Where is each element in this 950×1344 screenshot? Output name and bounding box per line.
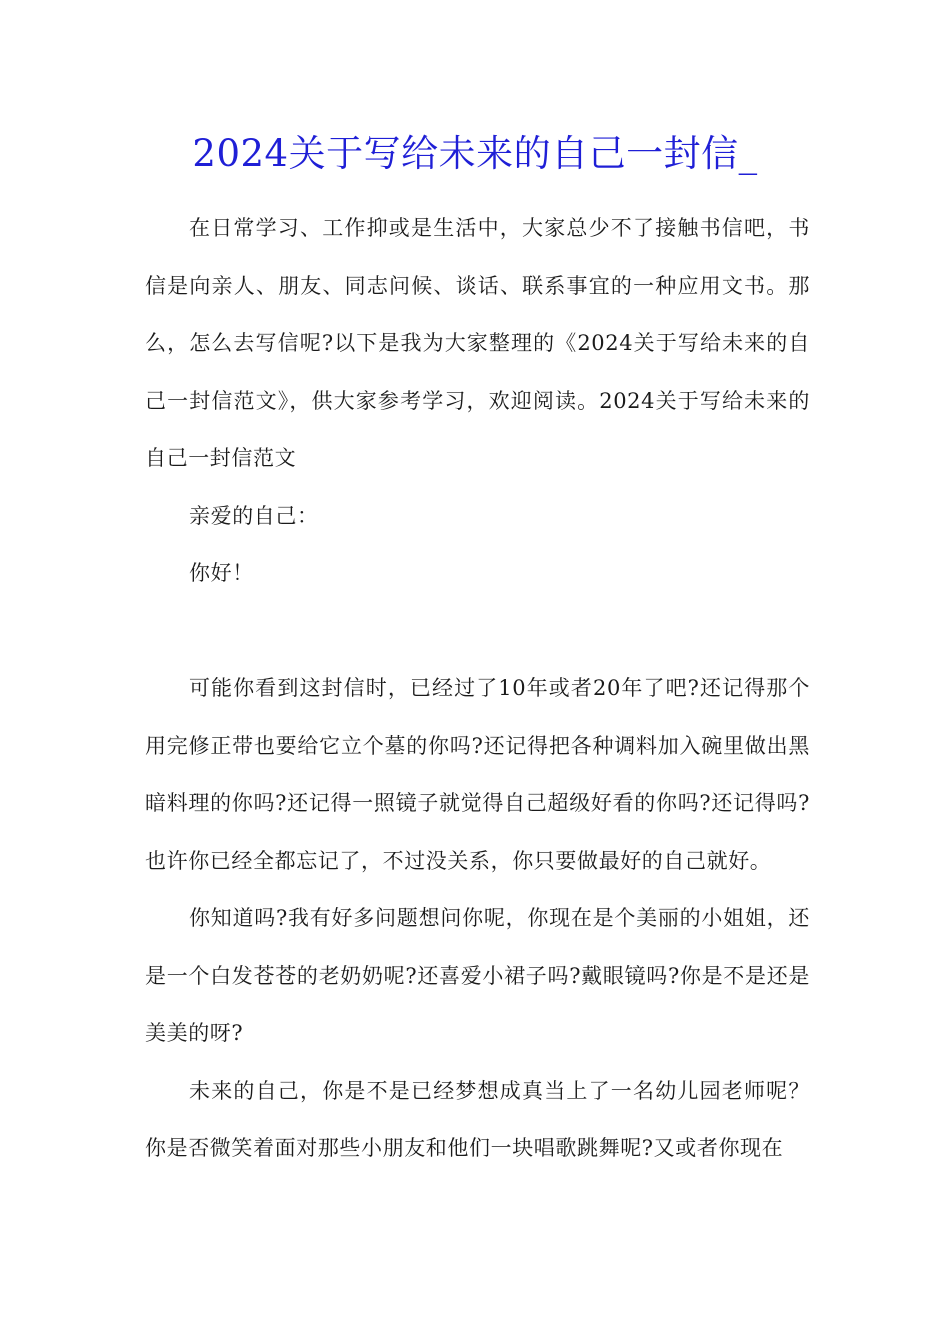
blank-line	[145, 603, 810, 661]
document-title: 2024关于写给未来的自己一封信_	[192, 132, 758, 175]
paragraph-intro: 在日常学习、工作抑或是生活中，大家总少不了接触书信吧，书信是向亲人、朋友、同志问候、谈话、联系事宜的一种应用文书。那么，怎么去写信呢?以下是我为大家整理的《2024关于写给未来的自己一封信范文》，供大家参考学习，欢迎阅读。2024关于写给未来的自己一封信范文	[145, 216, 810, 470]
paragraph-questions: 你知道吗?我有好多问题想问你呢，你现在是个美丽的小姐姐，还是一个白发苍苍的老奶奶呢?还喜爱小裙子吗?戴眼镜吗?你是不是还是美美的呀?	[145, 906, 810, 1045]
document-body	[145, 200, 810, 1178]
paragraph-dream: 未来的自己，你是不是已经梦想成真当上了一名幼儿园老师呢？你是否微笑着面对那些小朋友和他们一块唱歌跳舞呢?又或者你现在	[145, 1078, 810, 1160]
paragraph-memories: 可能你看到这封信时，已经过了10年或者20年了吧?还记得那个用完修正带也要给它立个墓的你吗?还记得把各种调料加入碗里做出黑暗料理的你吗?还记得一照镜子就觉得自己超级好看的你吗?还记得吗?也许你已经全都忘记了，不过没关系，你只要做最好的自己就好。	[145, 676, 810, 873]
paragraph-greeting: 你好！	[189, 561, 254, 585]
paragraph-salutation: 亲爱的自己：	[189, 503, 319, 528]
